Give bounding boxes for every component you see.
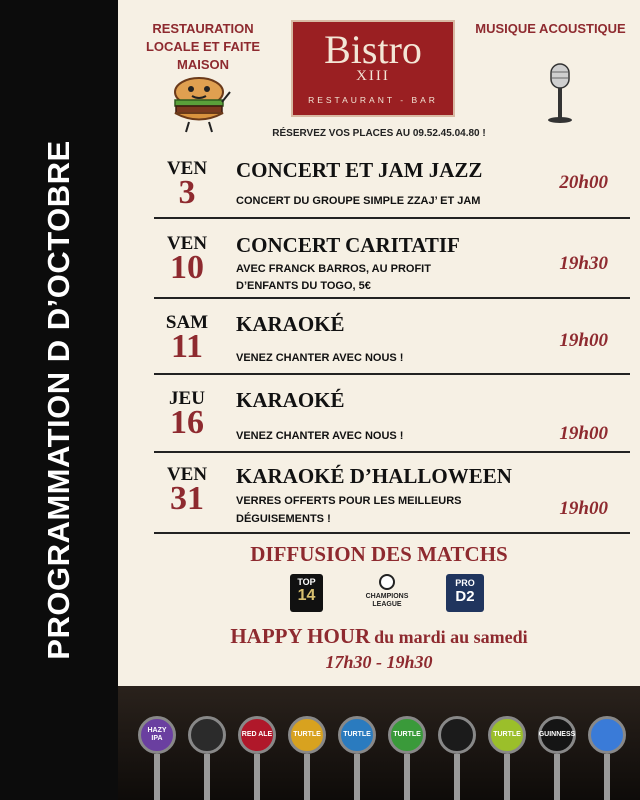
event-title: KARAOKÉ — [236, 388, 345, 412]
local-food-label: RESTAURATION LOCALE ET FAITE MAISON — [145, 21, 261, 72]
beer-tap-label: HAZY IPA — [147, 727, 167, 742]
event-day: JEU — [169, 388, 205, 409]
prod2-logo — [446, 574, 484, 612]
event-title: KARAOKÉ D’HALLOWEEN — [236, 464, 512, 488]
beer-tap-badge — [138, 716, 176, 754]
event-date: 31 — [170, 480, 204, 517]
microphone-icon — [542, 62, 578, 124]
event-description: CONCERT DU GROUPE SIMPLE ZZAJ’ ET JAM — [236, 195, 481, 207]
event-day: VEN — [166, 464, 208, 485]
bistro-logo — [291, 20, 455, 117]
champions-league-logo — [365, 574, 409, 616]
beer-tap-badge — [188, 716, 226, 754]
event-date: 16 — [170, 404, 204, 441]
beer-tap-label: TURTLE — [393, 731, 421, 738]
beer-tap-label: TURTLE — [343, 731, 371, 738]
logo-subtitle: RESTAURANT - BAR — [308, 95, 438, 105]
event-title: CONCERT CARITATIF — [236, 233, 460, 257]
divider — [154, 451, 630, 453]
event-day: VEN — [166, 233, 208, 254]
happy-hour-hours: 17h30 - 19h30 — [325, 652, 433, 672]
event-date: 3 — [178, 174, 196, 211]
beer-tap-badge — [488, 716, 526, 754]
happy-hour-title: HAPPY HOUR — [230, 624, 371, 648]
event-description: VERRES OFFERTS POUR LES MEILLEURS — [236, 495, 462, 507]
matches-title: DIFFUSION DES MATCHS — [250, 542, 508, 566]
beer-tap-label: TURTLE — [493, 731, 521, 738]
page-title: PROGRAMMATION D D’OCTOBRE — [41, 140, 76, 660]
reservation-text: RÉSERVEZ VOS PLACES AU 09.52.45.04.80 ! — [272, 128, 486, 139]
beer-tap-label: RED ALE — [241, 731, 273, 738]
beer-tap-label: GUINNESS — [538, 731, 576, 738]
top14-number: 14 — [297, 587, 316, 604]
tap-handle — [204, 754, 210, 800]
tap-handle — [154, 754, 160, 800]
divider — [154, 297, 630, 299]
event-day: VEN — [166, 158, 208, 179]
tap-handle — [504, 754, 510, 800]
event-time: 20h00 — [559, 172, 608, 193]
beer-tap-badge — [288, 716, 326, 754]
happy-hour-line — [118, 624, 640, 649]
beer-tap-badge — [438, 716, 476, 754]
event-description: D’ENFANTS DU TOGO, 5€ — [236, 280, 371, 292]
event-time: 19h00 — [559, 423, 608, 444]
tap-handle — [604, 754, 610, 800]
beer-tap-badge — [588, 716, 626, 754]
tap-handle — [554, 754, 560, 800]
divider — [154, 532, 630, 534]
top14-text: TOP — [297, 577, 316, 587]
event-description: AVEC FRANCK BARROS, AU PROFIT — [236, 263, 431, 275]
event-time: 19h30 — [559, 253, 608, 274]
event-date: 11 — [170, 328, 204, 365]
top14-logo — [290, 574, 323, 612]
beer-tap-badge — [388, 716, 426, 754]
tap-handle — [454, 754, 460, 800]
beer-tap-badge — [238, 716, 276, 754]
logo-name: Bistro — [324, 27, 422, 72]
logo-number: XIII — [356, 68, 390, 84]
prod2-number: D2 — [455, 588, 475, 605]
tap-handle — [304, 754, 310, 800]
event-time: 19h00 — [559, 498, 608, 519]
acoustic-music-label: MUSIQUE ACOUSTIQUE — [475, 21, 626, 36]
event-time: 19h00 — [559, 330, 608, 351]
beer-tap-badge — [338, 716, 376, 754]
event-day: SAM — [165, 312, 209, 333]
beer-taps-photo — [118, 686, 640, 800]
divider — [154, 373, 630, 375]
tap-handle — [254, 754, 260, 800]
event-description: DÉGUISEMENTS ! — [236, 513, 331, 525]
football-icon — [379, 574, 395, 590]
event-date: 10 — [170, 249, 204, 286]
program-panel — [118, 0, 640, 686]
champions-league-text: CHAMPIONS LEAGUE — [365, 593, 409, 608]
tap-handle — [404, 754, 410, 800]
happy-hour-days: du mardi au samedi — [374, 627, 528, 647]
beer-tap-badge — [538, 716, 576, 754]
event-title: CONCERT ET JAM JAZZ — [236, 158, 483, 182]
event-description: VENEZ CHANTER AVEC NOUS ! — [236, 352, 404, 364]
tap-handle — [354, 754, 360, 800]
beer-tap-label: TURTLE — [293, 731, 321, 738]
sidebar — [0, 0, 118, 800]
divider — [154, 217, 630, 219]
event-title: KARAOKÉ — [236, 312, 345, 336]
burger-icon — [164, 72, 234, 134]
prod2-text: PRO — [455, 578, 475, 588]
event-description: VENEZ CHANTER AVEC NOUS ! — [236, 430, 404, 442]
